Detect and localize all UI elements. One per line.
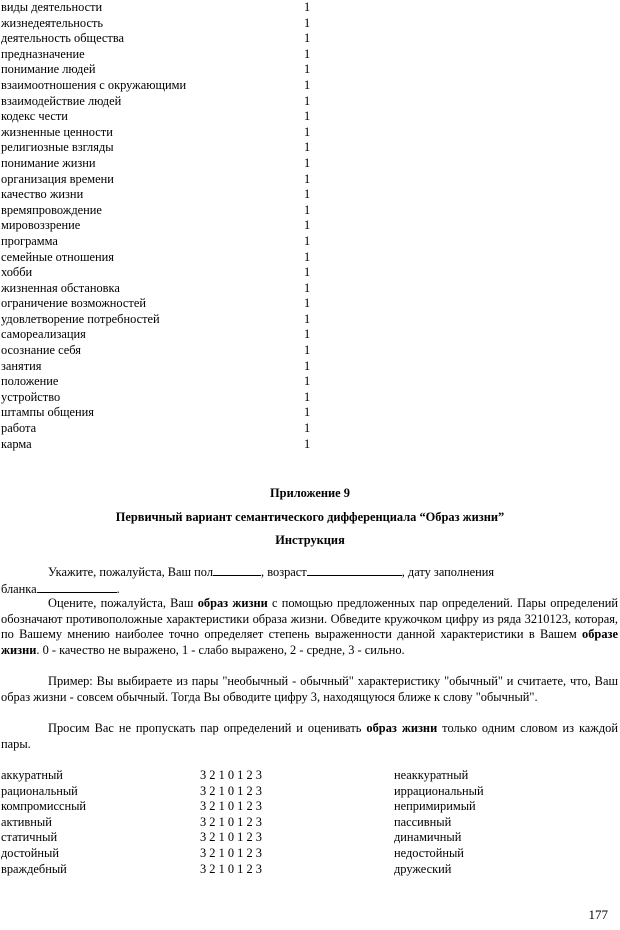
gender-label: Укажите, пожалуйста, Ваш пол — [48, 565, 214, 579]
semantic-pairs-table — [1, 768, 618, 877]
list-item — [1, 62, 321, 78]
pair-left: статичный — [1, 830, 58, 845]
form-date-period: . — [116, 581, 120, 596]
pair-row — [1, 799, 618, 815]
list-item-value: 1 — [304, 280, 311, 295]
rating-scale[interactable]: 3 2 1 0 1 2 3 — [200, 845, 262, 860]
list-item-value: 1 — [304, 296, 311, 311]
list-item-label: жизненные ценности — [1, 124, 113, 139]
instruction-heading: Инструкция — [275, 533, 345, 547]
list-item-label: карма — [1, 436, 32, 451]
list-item-value: 1 — [304, 249, 311, 264]
list-item-label: жизнедеятельность — [1, 15, 104, 30]
list-item-value: 1 — [304, 46, 311, 61]
list-item-label: устройство — [1, 389, 61, 404]
list-item-label: мировоззрение — [1, 218, 81, 233]
list-item-value: 1 — [304, 31, 311, 46]
list-item — [1, 125, 321, 141]
list-item — [1, 390, 321, 406]
list-item — [1, 437, 321, 453]
list-item-label: положение — [1, 374, 59, 389]
list-item-label: предназначение — [1, 46, 85, 61]
list-item — [1, 203, 321, 219]
list-item-value: 1 — [304, 233, 311, 248]
pair-right: динамичный — [394, 830, 462, 845]
list-item — [1, 312, 321, 328]
list-item-label: семейные отношения — [1, 249, 114, 264]
list-item — [1, 265, 321, 281]
list-item-value: 1 — [304, 327, 311, 342]
text-span: только одним словом из каждой пары. — [1, 721, 619, 751]
example-paragraph: Пример: Вы выбираете из пары "необычный - обычный" характеристику "обычный" и считаете, что, Ваш образ жизни - совсем обычный. Тогда Вы обводите цифру 3, находящуюся ближе к слову "обычный". — [1, 674, 618, 704]
bold-term: образе жизни — [1, 627, 618, 657]
list-item-label: понимание жизни — [1, 155, 96, 170]
list-item-label: взаимоотношения с окружающими — [1, 77, 187, 92]
list-item-value: 1 — [304, 77, 311, 92]
list-item-label: времяпровождение — [1, 202, 102, 217]
list-item-value: 1 — [304, 124, 311, 139]
list-item-label: ограничение возможностей — [1, 296, 146, 311]
list-item-value: 1 — [304, 155, 311, 170]
list-item-label: организация времени — [1, 171, 114, 186]
list-item-label: осознание себя — [1, 343, 81, 358]
form-date-field[interactable] — [37, 581, 117, 593]
pair-left: компромиссный — [1, 799, 87, 814]
list-item — [1, 172, 321, 188]
list-item — [1, 296, 321, 312]
list-item-value: 1 — [304, 15, 311, 30]
list-item — [1, 405, 321, 421]
list-item-value: 1 — [304, 218, 311, 233]
pair-row — [1, 846, 618, 862]
list-item — [1, 109, 321, 125]
list-item-value: 1 — [304, 358, 311, 373]
list-item — [1, 234, 321, 250]
list-item — [1, 250, 321, 266]
list-item — [1, 94, 321, 110]
list-item-value: 1 — [304, 343, 311, 358]
pair-left: достойный — [1, 845, 59, 860]
list-item-label: качество жизни — [1, 187, 84, 202]
text-span: . 0 - качество не выражено, 1 - слабо выражено, 2 - средне, 3 - сильно. — [36, 642, 405, 657]
pair-row — [1, 862, 618, 878]
list-item-value: 1 — [304, 436, 311, 451]
list-item-value: 1 — [304, 187, 311, 202]
rating-scale[interactable]: 3 2 1 0 1 2 3 — [200, 799, 262, 814]
list-item-label: кодекс чести — [1, 109, 68, 124]
pair-left: рациональный — [1, 783, 78, 798]
list-item — [1, 0, 321, 16]
pair-row — [1, 830, 618, 846]
list-item-value: 1 — [304, 109, 311, 124]
page-number: 177 — [588, 907, 608, 922]
list-item-value: 1 — [304, 389, 311, 404]
pair-right: дружеский — [394, 861, 452, 876]
list-item-value: 1 — [304, 140, 311, 155]
list-item-label: взаимодействие людей — [1, 93, 122, 108]
list-item-value: 1 — [304, 171, 311, 186]
list-item-label: самореализация — [1, 327, 86, 342]
list-item-label: удовлетворение потребностей — [1, 311, 160, 326]
rating-scale[interactable]: 3 2 1 0 1 2 3 — [200, 830, 262, 845]
list-item — [1, 327, 321, 343]
list-item-value: 1 — [304, 202, 311, 217]
list-item — [1, 218, 321, 234]
age-label: , возраст — [261, 565, 307, 579]
list-item-value: 1 — [304, 93, 311, 108]
appendix-heading: Приложение 9 — [270, 486, 350, 500]
age-field[interactable] — [307, 564, 402, 576]
rating-scale[interactable]: 3 2 1 0 1 2 3 — [200, 768, 262, 782]
bold-term: образ жизни — [197, 596, 268, 610]
list-item — [1, 187, 321, 203]
pair-right: неаккуратный — [394, 768, 469, 782]
list-item — [1, 78, 321, 94]
pair-row — [1, 768, 618, 784]
top-word-list — [1, 0, 321, 452]
list-item-value: 1 — [304, 62, 311, 77]
list-item — [1, 343, 321, 359]
pair-left: враждебный — [1, 861, 67, 876]
list-item — [1, 374, 321, 390]
list-item-label: виды деятельности — [1, 0, 103, 14]
rating-scale[interactable]: 3 2 1 0 1 2 3 — [200, 814, 262, 829]
instruction-paragraph — [1, 596, 618, 658]
list-item-value: 1 — [304, 421, 311, 436]
list-item-label: религиозные взгляды — [1, 140, 114, 155]
respondent-info-paragraph — [1, 564, 618, 597]
list-item-value: 1 — [304, 405, 311, 420]
list-item-label: хобби — [1, 265, 33, 280]
list-item — [1, 359, 321, 375]
list-item-value: 1 — [304, 311, 311, 326]
gender-field[interactable] — [213, 564, 261, 576]
pair-right: недостойный — [394, 845, 464, 860]
bold-term: образ жизни — [366, 721, 438, 735]
text-span: Оцените, пожалуйста, Ваш — [48, 596, 198, 610]
list-item — [1, 31, 321, 47]
pair-left: аккуратный — [1, 768, 63, 782]
request-paragraph — [1, 721, 618, 752]
list-item — [1, 140, 321, 156]
list-item-value: 1 — [304, 0, 311, 14]
form-label: бланка — [1, 581, 37, 596]
list-item-label: работа — [1, 421, 37, 436]
appendix-title: Первичный вариант семантического дифференциала “Образ жизни” — [115, 510, 505, 524]
list-item — [1, 281, 321, 297]
list-item-label: программа — [1, 233, 58, 248]
list-item-label: деятельность общества — [1, 31, 124, 46]
list-item-label: штампы общения — [1, 405, 95, 420]
rating-scale[interactable]: 3 2 1 0 1 2 3 — [200, 783, 262, 798]
list-item — [1, 16, 321, 32]
pair-right: непримиримый — [394, 799, 476, 814]
list-item — [1, 47, 321, 63]
pair-row — [1, 784, 618, 800]
rating-scale[interactable]: 3 2 1 0 1 2 3 — [200, 861, 262, 876]
pair-left: активный — [1, 814, 52, 829]
list-item — [1, 156, 321, 172]
text-span: с помощью предложенных пар определений. Пары определений обозначают противоположные характеристики образа жизни. Обведите кружочком цифру из ряда 3210123, которая, по Вашему мнению наиболее точно определяет степень выраженности данной характеристики в Вашем — [1, 596, 619, 642]
date-label: , дату заполнения — [401, 565, 495, 579]
list-item-label: занятия — [1, 358, 42, 373]
pair-row — [1, 815, 618, 831]
list-item-label: понимание людей — [1, 62, 96, 77]
list-item-value: 1 — [304, 374, 311, 389]
pair-right: иррациональный — [394, 783, 484, 798]
list-item — [1, 421, 321, 437]
list-item-label: жизненная обстановка — [1, 280, 120, 295]
list-item-value: 1 — [304, 265, 311, 280]
pair-right: пассивный — [394, 814, 452, 829]
text-span: Просим Вас не пропускать пар определений и оценивать — [48, 721, 367, 735]
